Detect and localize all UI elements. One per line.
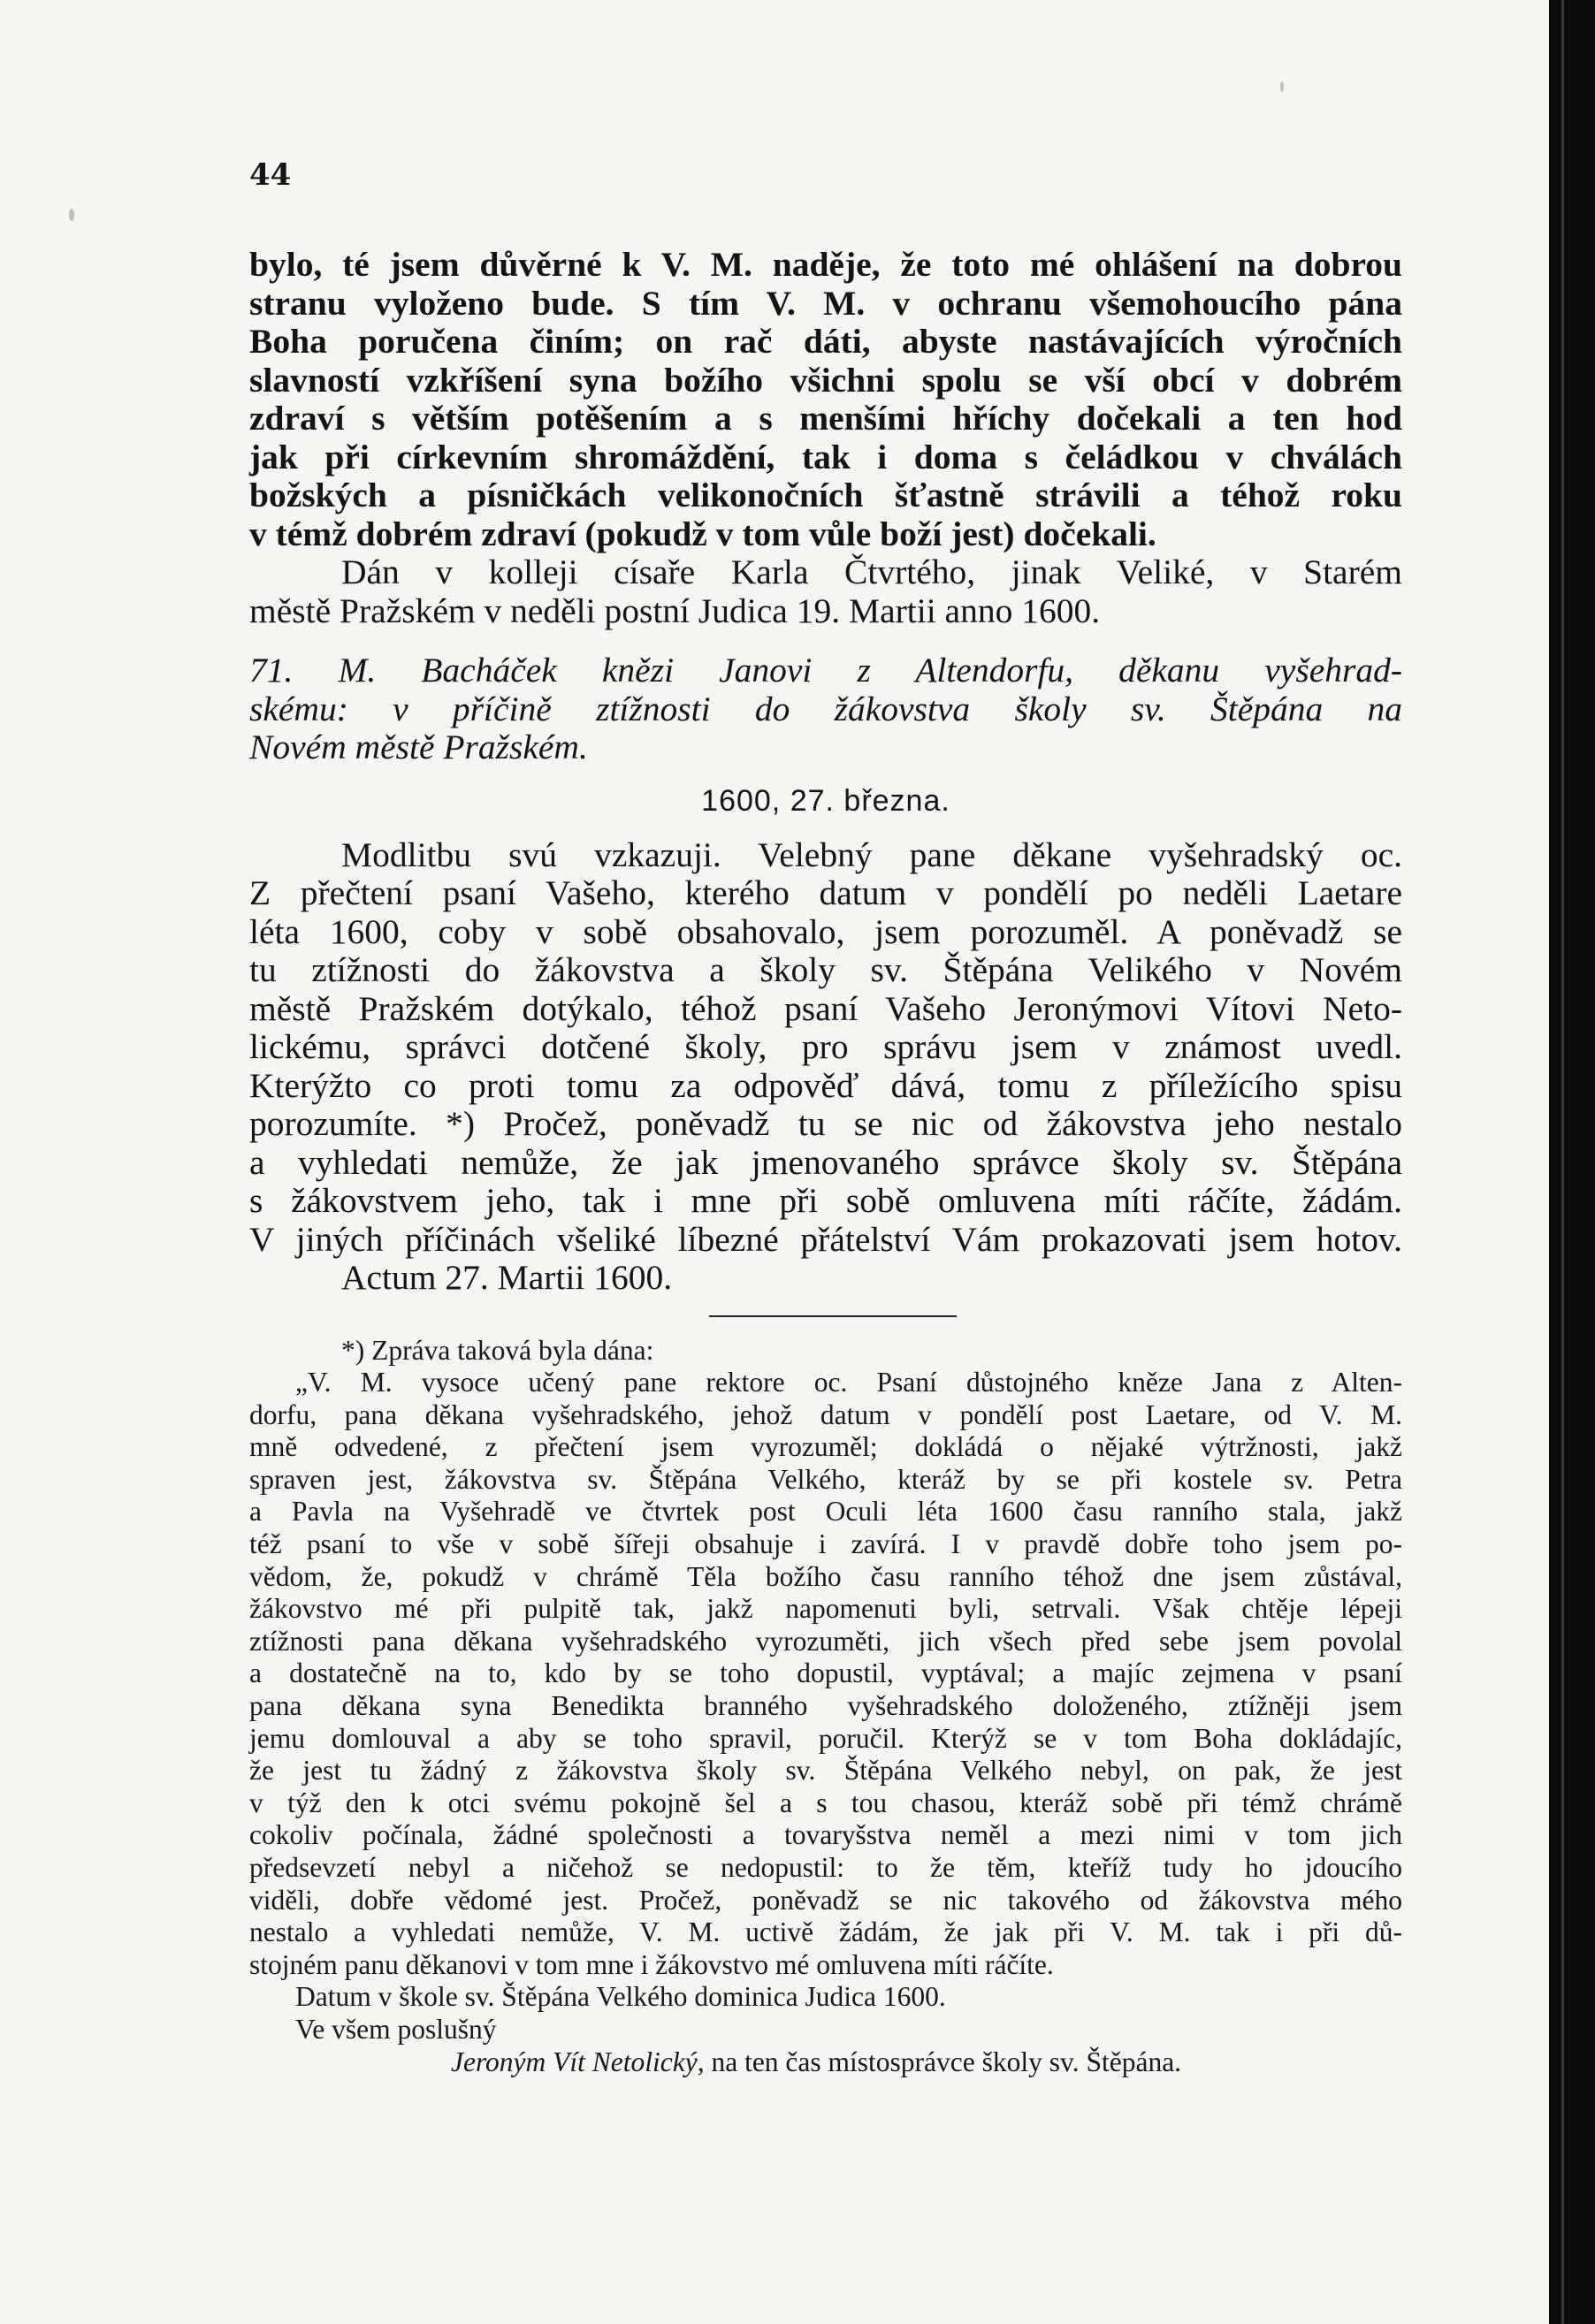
letter-70-text <box>249 246 1402 553</box>
footnote-line: cokoliv počínala, žádné společnosti a tovaryšstva neměl a mezi nimi v tom jich <box>249 1819 1402 1851</box>
text-line: Kterýžto co proti tomu za odpověď dává, tomu z příležícího spisu <box>249 1065 1402 1105</box>
letter-71-heading <box>249 651 1402 767</box>
footnote-closing: Ve všem poslušný <box>295 2013 497 2045</box>
scan-edge <box>1549 0 1595 2324</box>
text-line: lickému, správci dotčené školy, pro správu jsem v známost uvedl. <box>249 1027 1402 1066</box>
actum-line: Actum 27. Martii 1600. <box>341 1258 673 1297</box>
footnote-intro: *) Zpráva taková byla dána: <box>341 1334 654 1366</box>
text-line: tu ztížnosti do žákovstva a školy sv. Štěpána Velikého v Novém <box>249 950 1402 989</box>
heading-line: 71. M. Bacháček knězi Janovi z Altendorfu, děkanu vyšehrad- <box>249 651 1402 690</box>
footnote-line: nestalo a vyhledati nemůže, V. M. uctivě žádám, že jak při V. M. tak i při dů- <box>249 1916 1402 1948</box>
page-speck <box>1280 81 1284 92</box>
signature-title: na ten čas místosprávce školy sv. Štěpána. <box>711 2046 1182 2077</box>
text-line: jak při církevním shromáždění, tak i doma s čeládkou v chválách <box>249 437 1402 476</box>
footnote-line: též psaní to vše v sobě šířeji obsahuje i zavírá. I v pravdě dobře toho jsem po- <box>249 1528 1402 1560</box>
text-line: bylo, té jsem důvěrné k V. M. naděje, že toto mé ohlášení na dobrou <box>249 245 1402 284</box>
footnote-line: ztížnosti pana děkana vyšehradského vyrozuměti, jich všech před sebe jsem povolal <box>249 1625 1402 1657</box>
footnote-line: vědom, že, pokudž v chrámě Těla božího času ranního téhož dne jsem zůstával, <box>249 1560 1402 1592</box>
text-line: Boha poručena činím; on rač dáti, abyste nastávajících výročních <box>249 322 1402 361</box>
heading-line: skému: v příčině ztížnosti do žákovstva školy sv. Štěpána na <box>249 689 1402 728</box>
footnote-signature <box>249 2046 1402 2079</box>
footnote-line: žákovstvo mé při pulpitě tak, jakž napomenuti byli, setrvali. Však chtěje lépeji <box>249 1593 1402 1625</box>
footnote-line: dorfu, pana děkana vyšehradského, jehož datum v pondělí post Laetare, od V. M. <box>249 1398 1402 1430</box>
text-line: městě Pražském dotýkalo, téhož psaní Vašeho Jeronýmovi Vítovi Neto- <box>249 988 1402 1028</box>
text-line: božských a písničkách velikonočních šťastně strávili a téhož roku <box>249 476 1402 514</box>
letter-71-date: 1600, 27. března. <box>701 783 950 818</box>
footnote-line: viděli, dobře vědomé jest. Pročež, poněvadž se nic takového od žákovstva mého <box>249 1884 1402 1916</box>
text-line: Modlitbu svú vzkazuji. Velebný pane děkane vyšehradský oc. <box>341 834 1402 874</box>
letter-71-body <box>249 836 1402 1298</box>
footnote-rule <box>709 1315 957 1317</box>
footnote-datum: Datum v škole sv. Štěpána Velkého dominica Judica 1600. <box>295 1981 946 2013</box>
page-number: 44 <box>249 157 292 193</box>
text-line: s žákovstvem jeho, tak i mne při sobě omluvena míti ráčíte, žádám. <box>249 1181 1402 1220</box>
text-line: Dán v kolleji císaře Karla Čtvrtého, jinak Veliké, v Starém <box>341 552 1402 591</box>
footnote-line: v týž den k otci svému pokojně šel a s tou chasou, kteráž sobě při témž chrámě <box>249 1787 1402 1818</box>
footnote-line: že jest tu žádný z žákovstva školy sv. Štěpána Velkého nebyl, on pak, že jest <box>249 1755 1402 1787</box>
footnote-line: předsevzetí nebyl a ničehož se nedopustil: to že těm, kteříž tudy ho jdoucího <box>249 1852 1402 1883</box>
text-line: a vyhledati nemůže, že jak jmenovaného správce školy sv. Štěpána <box>249 1142 1402 1182</box>
footnote-line: stojném panu děkanovi v tom mne i žákovstvo mé omluvena míti ráčíte. <box>249 1948 1054 1980</box>
footnote-line: a Pavla na Vyšehradě ve čtvrtek post Oculi léta 1600 času ranního stala, jakž <box>249 1496 1402 1528</box>
text-line: porozumíte. *) Pročež, poněvadž tu se nic od žákovstva jeho nestalo <box>249 1104 1402 1143</box>
footnote <box>249 1335 1402 2079</box>
text-line: léta 1600, coby v sobě obsahovalo, jsem porozuměl. A poněvadž se <box>249 911 1402 951</box>
footnote-line: mně odvedené, z přečtení jsem vyrozuměl; dokládá o nějaké výtržnosti, jakž <box>249 1431 1402 1463</box>
text-line: Z přečtení psaní Vašeho, kterého datum v pondělí po neděli Laetare <box>249 873 1402 912</box>
text-line: stranu vyloženo bude. S tím V. M. v ochranu všemohoucího pána <box>249 283 1402 323</box>
heading-line: Novém městě Pražském. <box>249 728 588 766</box>
footnote-line: a dostatečně na to, kdo by se toho dopustil, vyptával; a majíc zejmena v psaní <box>249 1657 1402 1689</box>
scan-edge-line <box>1561 0 1564 2324</box>
text-line: V jiných příčinách všeliké líbezné přátelství Vám prokazovati jsem hotov. <box>249 1219 1402 1259</box>
page-speck <box>69 209 74 221</box>
text-line: v témž dobrém zdraví (pokudž v tom vůle boží jest) dočekali. <box>249 514 1156 553</box>
text-line: zdraví s větším potěšením a s menšími hříchy dočekali a ten hod <box>249 399 1402 438</box>
page-body <box>249 246 1402 2078</box>
footnote-line: pana děkana syna Benedikta branného vyšehradského doloženého, ztížněji jsem <box>249 1690 1402 1722</box>
footnote-line: spraven jest, žákovstva sv. Štěpána Velkého, kteráž by se při kostele sv. Petra <box>249 1463 1402 1495</box>
letter-70-closing <box>249 553 1402 630</box>
footnote-line: jemu domlouval a aby se toho spravil, poručil. Kterýž se v tom Boha dokládajíc, <box>249 1722 1402 1754</box>
signature-name: Jeroným Vít Netolický, <box>451 2046 705 2077</box>
footnote-line: „V. M. vysoce učený pane rektore oc. Psaní důstojného kněze Jana z Alten- <box>295 1367 1402 1398</box>
text-line: slavností vzkříšení syna božího všichni spolu se vší obcí v dobrém <box>249 360 1402 400</box>
text-line: městě Pražském v neděli postní Judica 19. Martii anno 1600. <box>249 591 1101 630</box>
